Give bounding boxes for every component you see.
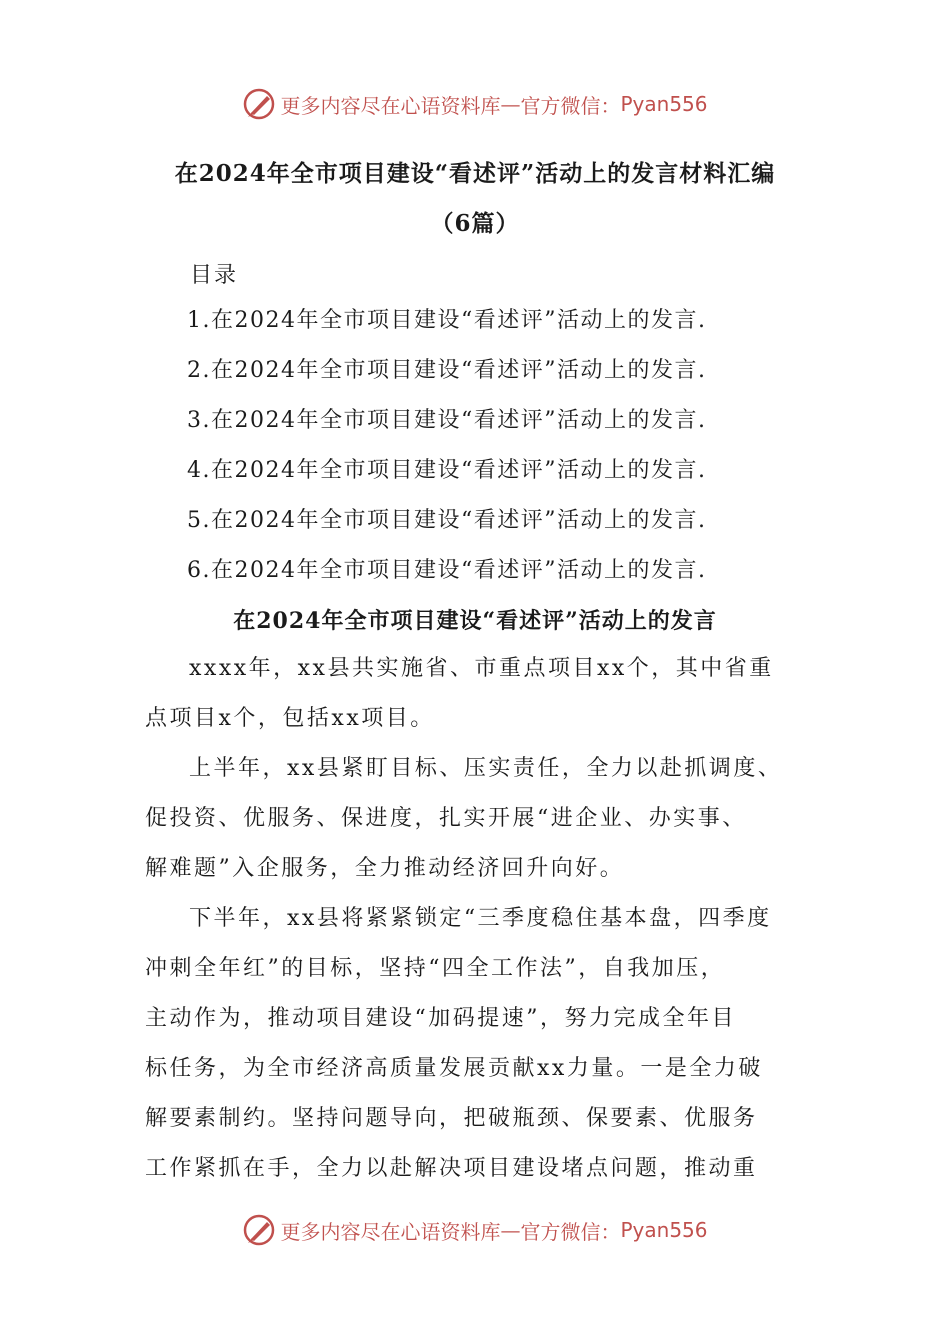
- body-paragraph: [145, 754, 782, 904]
- watermark-wechat-label: 官方微信：: [520, 1219, 621, 1244]
- watermark-wechat-id: Pyan556: [620, 1218, 708, 1242]
- paragraph-line: 冲刺全年红”的目标，坚持“四全工作法”，自我加压，: [145, 956, 726, 981]
- pen-logo-icon: [242, 1213, 276, 1247]
- watermark-site-text: 更多内容尽在心语资料库: [280, 1219, 501, 1244]
- paragraph-line: 促投资、优服务、保进度，扎实开展“进企业、办实事、: [145, 806, 747, 831]
- toc-item[interactable]: 6.在2024年全市项目建设“看述评”活动上的发言.: [187, 558, 707, 583]
- pen-logo-icon: [242, 87, 276, 121]
- paragraph-line: 上半年，xx县紧盯目标、压实责任，全力以赴抓调度、: [189, 756, 783, 781]
- document-title: 在2024年全市项目建设“看述评”活动上的发言材料汇编: [174, 160, 776, 187]
- toc-item[interactable]: 1.在2024年全市项目建设“看述评”活动上的发言.: [187, 308, 707, 333]
- paragraph-line: 工作紧抓在手，全力以赴解决项目建设堵点问题，推动重: [145, 1156, 758, 1181]
- watermark-site-text: 更多内容尽在心语资料库: [280, 93, 501, 118]
- toc-item[interactable]: 4.在2024年全市项目建设“看述评”活动上的发言.: [187, 458, 707, 483]
- watermark-separator: —: [500, 1218, 521, 1242]
- body-paragraph: [145, 904, 772, 1204]
- toc-item[interactable]: 5.在2024年全市项目建设“看述评”活动上的发言.: [187, 508, 707, 533]
- toc-list: [187, 306, 706, 606]
- paragraph-line: 标任务，为全市经济高质量发展贡献xx力量。一是全力破: [145, 1056, 763, 1081]
- watermark-banner-top: [0, 84, 950, 124]
- body-paragraph: [145, 654, 774, 754]
- toc-item[interactable]: 3.在2024年全市项目建设“看述评”活动上的发言.: [187, 408, 707, 433]
- paragraph-line: 点项目x个，包括xx项目。: [145, 706, 435, 731]
- watermark-wechat-label: 官方微信：: [520, 93, 621, 118]
- paragraph-line: xxxx年，xx县共实施省、市重点项目xx个，其中省重: [189, 656, 774, 681]
- paragraph-line: 解难题”入企服务，全力推动经济回升向好。: [145, 856, 625, 881]
- paragraph-line: 下半年，xx县将紧紧锁定“三季度稳住基本盘，四季度: [189, 906, 772, 931]
- paragraph-line: 主动作为，推动项目建设“加码提速”，努力完成全年目: [145, 1006, 736, 1031]
- section-title: 在2024年全市项目建设“看述评”活动上的发言: [233, 608, 717, 634]
- watermark-banner-bottom: [0, 1210, 950, 1250]
- toc-item[interactable]: 2.在2024年全市项目建设“看述评”活动上的发言.: [187, 358, 707, 383]
- document-title-count: （6篇）: [430, 210, 520, 237]
- watermark-separator: —: [500, 92, 521, 116]
- toc-heading: 目录: [190, 263, 239, 288]
- paragraph-line: 解要素制约。坚持问题导向，把破瓶颈、保要素、优服务: [145, 1106, 758, 1131]
- watermark-wechat-id: Pyan556: [620, 92, 708, 116]
